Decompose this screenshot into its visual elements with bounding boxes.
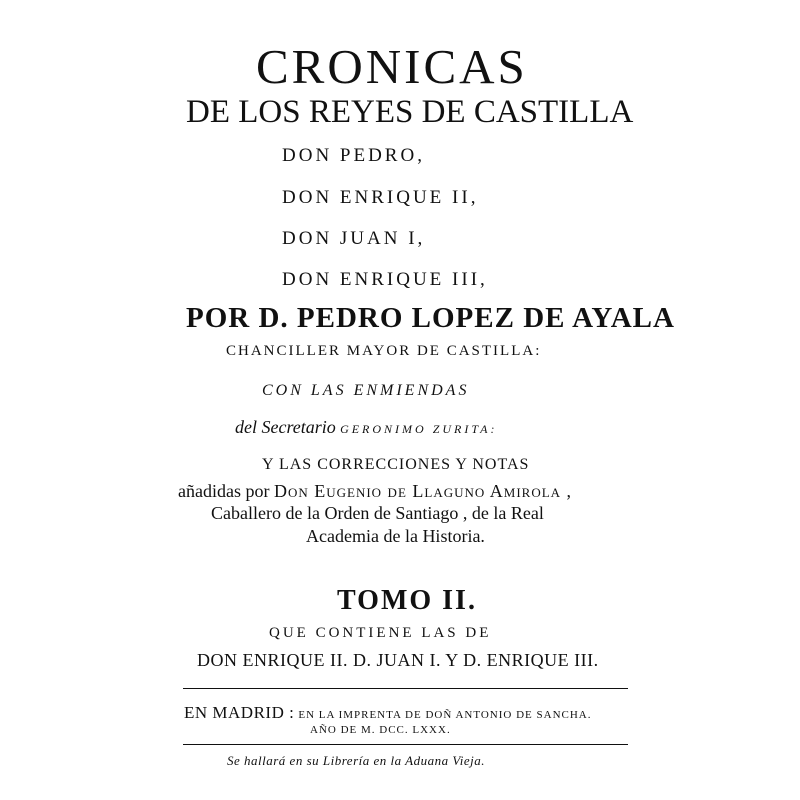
book-subtitle: DE LOS REYES DE CASTILLA (186, 94, 634, 130)
contents-intro: QUE CONTIENE LAS DE (269, 625, 492, 641)
sale-note: Se hallará en su Librería en la Aduana Vieja. (227, 753, 486, 768)
corrections-order: Caballero de la Orden de Santiago , de la Real (211, 503, 544, 523)
imprint-printer: EN LA IMPRENTA DE DOÑ ANTONIO DE SANCHA. (298, 709, 592, 721)
king-line: DON JUAN I, (282, 228, 426, 249)
divider-rule (183, 688, 628, 689)
book-title: CRONICAS (256, 39, 528, 94)
divider-rule (183, 744, 628, 745)
contents-kings: DON ENRIQUE II. D. JUAN I. Y D. ENRIQUE III. (197, 650, 599, 670)
author-line: POR D. PEDRO LOPEZ DE AYALA (186, 302, 675, 334)
emendations-credit (235, 418, 498, 436)
imprint-year: AÑO DE M. DCC. LXXX. (310, 724, 451, 736)
corrections-name: Don Eugenio de Llaguno Amirola , (273, 481, 573, 501)
emendations-prefix: del Secretario (235, 417, 336, 437)
author-role: CHANCILLER MAYOR DE CASTILLA: (226, 343, 542, 359)
volume-heading: TOMO II. (337, 585, 477, 616)
emendations-name: GERONIMO ZURITA: (340, 422, 498, 436)
imprint-city: EN MADRID : (184, 703, 295, 722)
king-line: DON PEDRO, (282, 145, 425, 166)
corrections-heading: Y LAS CORRECCIONES Y NOTAS (262, 456, 530, 473)
corrections-credit (178, 482, 572, 500)
king-line: DON ENRIQUE III, (282, 269, 488, 290)
king-line: DON ENRIQUE II, (282, 187, 479, 208)
corrections-academy: Academia de la Historia. (306, 526, 485, 546)
corrections-prefix: añadidas por (178, 481, 270, 501)
emendations-heading: CON LAS ENMIENDAS (262, 382, 470, 399)
imprint-line (184, 704, 591, 722)
